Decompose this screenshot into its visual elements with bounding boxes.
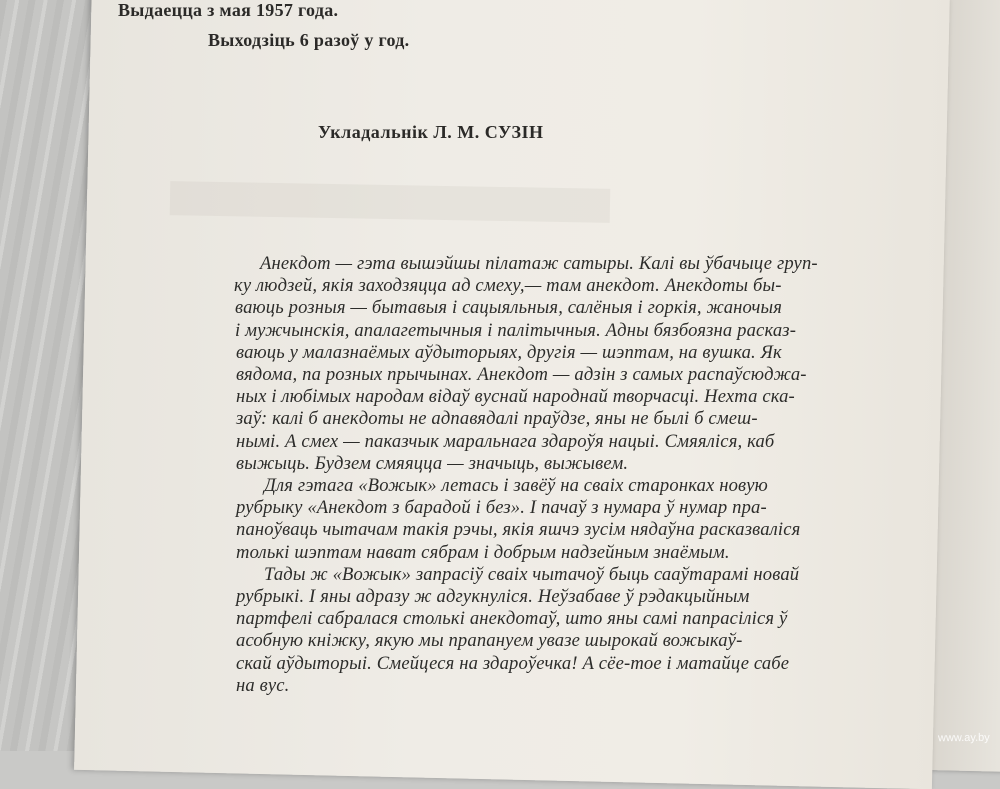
text-line: ку людзей, якія заходзяцца ад смеху,— там анекдот. Анекдоты бы- [234, 275, 782, 297]
compiler-credit: Укладальнік Л. М. СУЗІН [318, 122, 544, 142]
text-line: і мужчынскія, апалагетычныя і палітычныя. Адны бязбоязна расказ- [235, 319, 797, 341]
text-line: Для гэтага «Вожык» летась і завёў на сваіх старонках новую [264, 475, 768, 497]
text-line: нымі. А смех — паказчык маральнага здароўя нацыі. Смяяліся, каб [236, 430, 775, 452]
publication-start-line: Выдаецца з мая 1957 года. [118, 0, 339, 20]
watermark: www.ay.by [938, 731, 991, 745]
text-line: скай аўдыторыі. Смейцеся на здароўечка! А сёе-тое і матайце сабе [236, 652, 790, 674]
text-line: на вус. [236, 674, 290, 696]
text-line: толькі шэптам нават сябрам і добрым надзейным знаёмым. [236, 541, 730, 563]
text-line: ваюць у малазнаёмых аўдыторыях, другія — шэптам, на вушка. Як [236, 341, 782, 363]
text-line: асобную кніжку, якую мы прапануем увазе шырокай вожыкаў- [236, 630, 743, 652]
text-line: вядома, па розных прычынах. Анекдот — адзін з самых распаўсюджа- [236, 364, 807, 386]
publication-frequency-line: Выходзіць 6 разоў у год. [208, 30, 410, 50]
text-line: ваюць розныя — бытавыя і сацыяльныя, салёныя і горкія, жаночыя [235, 297, 783, 319]
text-line: Анекдот — гэта вышэйшы пілатаж сатыры. Калі вы ўбачыце груп- [260, 253, 818, 274]
text-line: заў: калі б анекдоты не адпавядалі праўдзе, яны не былі б смеш- [236, 408, 758, 430]
text-line: рубрыкі. І яны адразу ж адгукнуліся. Неўзабаве ў рэдакцыйным [236, 586, 750, 608]
text-line: паноўваць чытачам такія рэчы, якія яшчэ зусім нядаўна расказваліся [236, 519, 801, 541]
foreword-text [140, 253, 860, 697]
text-line: выжыць. Будзем смяяцца — значыць, выжывем. [236, 452, 629, 474]
text-line: ных і любімых народам відаў вуснай народнай творчасці. Нехта ска- [236, 386, 795, 408]
text-line: партфелі сабралася столькі анекдотаў, што яны самі папрасіліся ў [236, 608, 788, 630]
text-line: рубрыку «Анекдот з барадой і без». І пачаў з нумара ў нумар пра- [236, 497, 767, 519]
text-line: Тады ж «Вожык» запрасіў сваіх чытачоў быць сааўтарамі новай [264, 563, 800, 585]
